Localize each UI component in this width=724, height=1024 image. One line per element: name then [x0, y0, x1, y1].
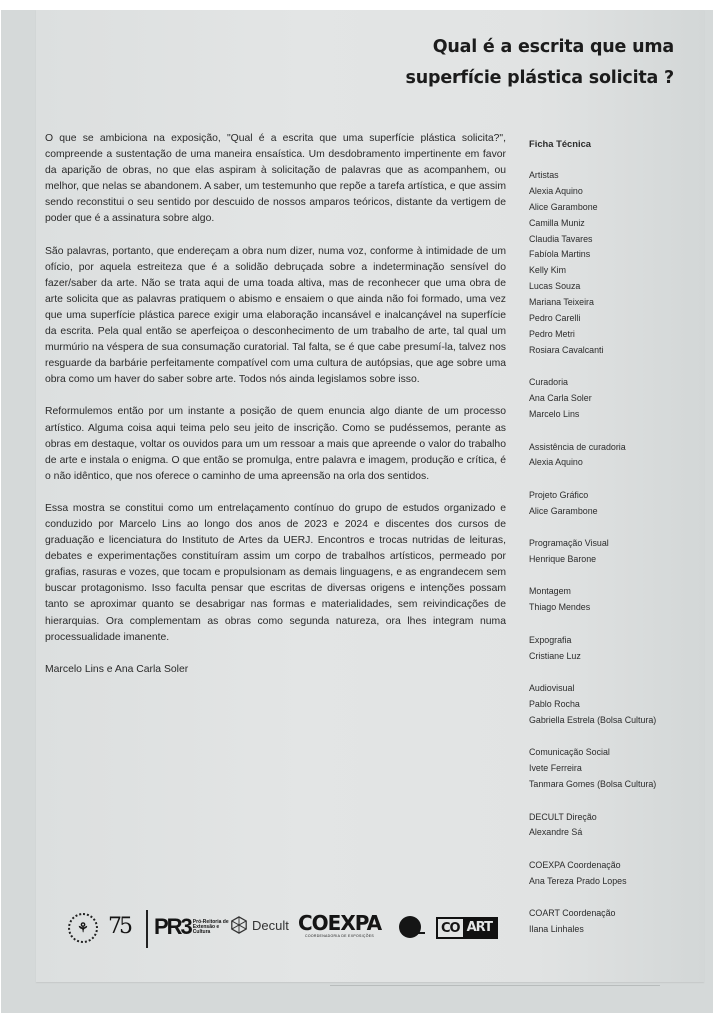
- credit-name: Gabriella Estrela (Bolsa Cultura): [529, 714, 657, 725]
- title-line-1: Qual é a escrita que uma: [432, 37, 674, 57]
- pr3-mark: PR3: [154, 914, 191, 939]
- credit-name: Fabíola Martins: [529, 249, 591, 260]
- decult-logo: [230, 916, 289, 934]
- credit-name: Henrique Barone: [529, 554, 597, 565]
- credit-group: [529, 906, 709, 938]
- credit-name: Pablo Rocha: [529, 698, 580, 709]
- ficha-title: Ficha Técnica: [529, 138, 592, 149]
- credit-name: Pedro Metri: [529, 328, 575, 339]
- logo-divider: [146, 910, 148, 948]
- credit-role: Curadoria: [529, 377, 568, 388]
- credit-group: [529, 536, 709, 568]
- credit-role: Expografia: [529, 634, 572, 645]
- art-circle-icon: [398, 915, 426, 941]
- coart-art: ART: [463, 919, 496, 937]
- credit-name: Ana Carla Soler: [529, 393, 592, 404]
- credit-role: Comunicação Social: [529, 747, 610, 758]
- title-line-2: superfície plástica solicita ?: [405, 68, 674, 88]
- panel-shadow-line: [330, 985, 660, 986]
- seal-glyph-icon: ⚘: [77, 920, 89, 935]
- credit-group: [529, 745, 709, 793]
- credit-name: Lucas Souza: [529, 281, 581, 292]
- pr3-subtitle: Pró-Reitoria de Extensão e Cultura: [192, 918, 229, 935]
- ficha-tecnica: [529, 136, 709, 954]
- credit-name: Alexia Aquino: [529, 457, 583, 468]
- decult-hexagon-icon: [230, 916, 248, 934]
- credit-name: Kelly Kim: [529, 265, 566, 276]
- credit-group: [529, 810, 709, 842]
- credit-group: [529, 440, 709, 472]
- decult-wordmark: Decult: [252, 917, 289, 933]
- coart-logo: [436, 917, 498, 939]
- credit-role: COEXPA Coordenação: [529, 859, 621, 870]
- paragraph: Reformulemos então por um instante a posição de quem enuncia algo diante de um processo artístico. Alguma coisa aqui teima pelo seu jeito de inscrição. Como se pudéssemos, perante as obras em destaque, voltar os ouvidos para um um ressoar a mais que apreende o valor do trabalho de arte e instala o enigma. O que então se promulga, entre palavra e imagem, produção e crítica, é o não idêntico, que nos oferece o caminho de uma apreensão na orla dos sentidos.: [45, 406, 506, 482]
- credit-name: Rosiara Cavalcanti: [529, 344, 604, 355]
- credit-name: Alice Garambone: [529, 505, 598, 516]
- credits-list: [529, 168, 709, 938]
- credit-role: Projeto Gráfico: [529, 489, 589, 500]
- credit-role: Assistência de curadoria: [529, 441, 626, 452]
- credit-role: DECULT Direção: [529, 811, 597, 822]
- credit-name: Alexandre Sá: [529, 827, 583, 838]
- exhibition-panel: [36, 10, 704, 982]
- credit-group: [529, 375, 709, 423]
- credit-name: Pedro Carelli: [529, 313, 581, 324]
- art-logo: [398, 915, 426, 941]
- 75-anniversary-logo: 75: [108, 914, 130, 939]
- paragraph: São palavras, portanto, que endereçam a obra num dizer, numa voz, conforme à intimidade de um ofício, por aquela estreiteza que é a solidão debruçada sobre a indeterminação sensível do fazer/saber da arte. Não se trata aqui de uma toada altiva, mas de reconhecer que uma obra de arte solicita que as palavras pratiquem o abismo e ensaiem o que ainda não foi formado, uma vez que uma superfície plástica parece exigir uma elaboração incansável e inalcançável na superfície da escrita. Pela qual então se aperfeiçoa o desconhecimento de um trabalho de arte, tal qual um murmúrio na véspera de sua consumação curatorial. Tal falta, se é que cabe presumí-la, talvez nos resguarde da barbárie perfeitamente compatível com uma cultura de autópsias, que age sobre uma obra como um haver do saber sobre arte. Todos nós ainda legislamos sobre isso.: [45, 245, 506, 386]
- credit-group: [529, 858, 709, 890]
- credit-name: Thiago Mendes: [529, 602, 591, 613]
- paragraph: O que se ambiciona na exposição, "Qual é a escrita que uma superfície plástica solicita?", compreende a sustentação de uma maneira ensaística. Um desdobramento impertinente em favor da aparição de obras, no que elas aspiram à solicitação de palavras que as acompanhem, ou melhor, que nelas se abandonem. A saber, um testemunho que repõe a tarefa artística, e que assim sendo reconstitui o seu sentido por descuido de nossos amparos teóricos, distante da vertigem de poder que é a assinatura sobre algo.: [45, 133, 506, 225]
- credit-group: [529, 633, 709, 665]
- coart-co: CO: [441, 920, 460, 936]
- credit-group: [529, 681, 709, 729]
- signature: Marcelo Lins e Ana Carla Soler: [45, 663, 189, 675]
- credit-name: Mariana Teixeira: [529, 297, 594, 308]
- credit-group: [529, 168, 709, 359]
- credit-name: Alexia Aquino: [529, 185, 583, 196]
- credit-role: Montagem: [529, 586, 571, 597]
- coexpa-logo: [298, 912, 381, 939]
- credit-name: Claudia Tavares: [529, 233, 593, 244]
- credit-name: Alice Garambone: [529, 201, 598, 212]
- paragraph: Essa mostra se constitui como um entrelaçamento contínuo do grupo de estudos organizado e conduzido por Marcelo Lins ao longo dos anos de 2023 e 2024 e discentes dos cursos de graduação e licenciatura do Instituto de Artes da UERJ. Encontros e trocas nutridas de leituras, debates e experimentações constituíram assim um corpo de trabalhos artísticos, permeado por grafias, rasuras e vozes, que tocam e propulsionam as demais linguagens, e as engrandecem sem buscar protagonismo. Isso faculta pensar que escritas de diversas origens e intenções possam tanto se aproximar quanto se desabrigar nas formas e materialidades, sem reivindicações de hierarquias. Ora complementam as obras como segunda natureza, ora lhes integram numa processualidade imanente.: [45, 502, 506, 643]
- coexpa-subtitle: COORDENADORIA DE EXPOSIÇÕES: [305, 934, 375, 938]
- credit-role: Programação Visual: [529, 538, 609, 549]
- uerj-seal-logo: [68, 913, 98, 943]
- curatorial-text: [45, 131, 506, 694]
- credit-name: Ivete Ferreira: [529, 763, 582, 774]
- sponsor-logos: [68, 908, 498, 948]
- coexpa-wordmark: COEXPA: [298, 911, 382, 935]
- credit-group: [529, 584, 709, 616]
- credit-name: Ana Tereza Prado Lopes: [529, 875, 627, 886]
- credit-name: Camilla Muniz: [529, 217, 585, 228]
- credit-name: Ilana Linhales: [529, 924, 584, 935]
- credit-group: [529, 488, 709, 520]
- credit-role: Audiovisual: [529, 683, 575, 694]
- exhibition-title: [406, 32, 674, 94]
- credit-name: Marcelo Lins: [529, 409, 580, 420]
- credit-role: COART Coordenação: [529, 908, 616, 919]
- credit-name: Tanmara Gomes (Bolsa Cultura): [529, 779, 657, 790]
- credit-name: Cristiane Luz: [529, 650, 581, 661]
- pr3-logo: [154, 914, 229, 940]
- credit-role: Artistas: [529, 169, 559, 180]
